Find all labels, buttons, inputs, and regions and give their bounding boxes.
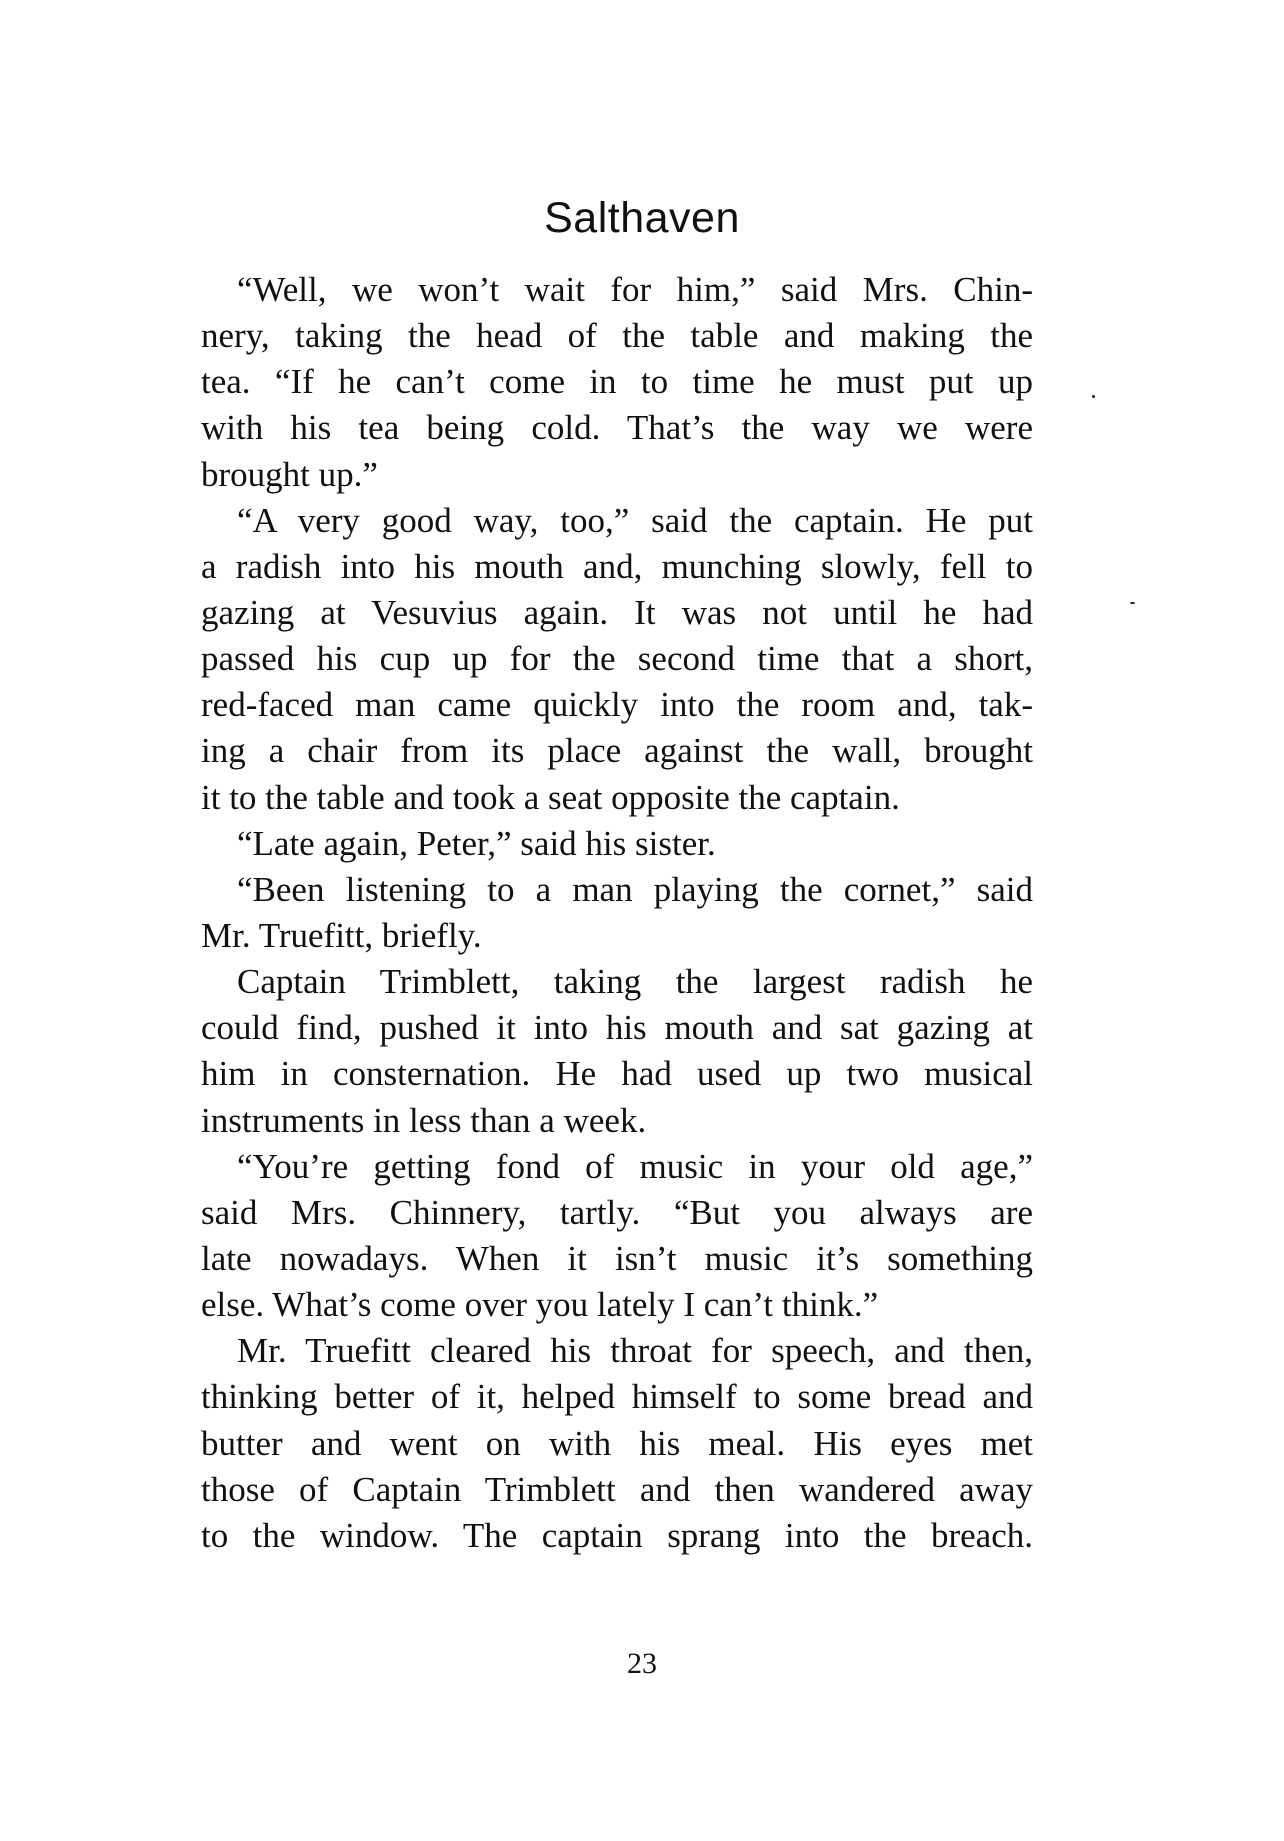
scan-speck (1130, 602, 1135, 604)
text-line: “A very good way, too,” said the captain. He put (237, 500, 1033, 540)
text-line: it to the table and took a seat opposite the captain. (201, 777, 900, 817)
scan-speck (1092, 395, 1095, 398)
text-line: “Late again, Peter,” said his sister. (237, 823, 716, 863)
text-line: butter and went on with his meal. His eyes met (201, 1423, 1033, 1463)
paragraph (201, 959, 1033, 1144)
text-line: thinking better of it, helped himself to some bread and (201, 1377, 1033, 1417)
text-line: nery, taking the head of the table and making the (201, 316, 1033, 356)
text-line: Captain Trimblett, taking the largest radish he (237, 962, 1033, 1002)
paragraph (201, 821, 1033, 867)
text-line: ing a chair from its place against the wall, brought (201, 731, 1033, 771)
text-line: could find, pushed it into his mouth and sat gazing at (201, 1008, 1033, 1048)
text-line: “Been listening to a man playing the cornet,” said (237, 869, 1033, 909)
text-line: instruments in less than a week. (201, 1100, 647, 1140)
text-line: said Mrs. Chinnery, tartly. “But you always are (201, 1192, 1033, 1232)
text-line: gazing at Vesuvius again. It was not until he had (201, 592, 1033, 632)
text-line: Mr. Truefitt, briefly. (201, 915, 482, 955)
text-line: else. What’s come over you lately I can’t think.” (201, 1285, 879, 1325)
paragraph (201, 1144, 1033, 1329)
paragraph (201, 1328, 1033, 1559)
page-number: 23 (627, 1647, 657, 1680)
text-line: red-faced man came quickly into the room and, tak- (201, 685, 1033, 725)
text-line: him in consternation. He had used up two musical (201, 1054, 1033, 1094)
text-line: passed his cup up for the second time that a short, (201, 639, 1033, 679)
text-line: with his tea being cold. That’s the way we were (201, 408, 1033, 448)
text-line: those of Captain Trimblett and then wandered away (201, 1469, 1033, 1509)
text-line: to the window. The captain sprang into the breach. (201, 1515, 1033, 1555)
text-line: a radish into his mouth and, munching slowly, fell to (201, 546, 1033, 586)
paragraph (201, 498, 1033, 821)
text-line: Mr. Truefitt cleared his throat for speech, and then, (237, 1331, 1033, 1371)
text-line: “You’re getting fond of music in your old age,” (237, 1146, 1033, 1186)
text-line: late nowadays. When it isn’t music it’s something (201, 1238, 1033, 1278)
running-title: Salthaven (544, 194, 740, 242)
text-line: brought up.” (201, 454, 378, 494)
text-line: “Well, we won’t wait for him,” said Mrs. Chin- (237, 270, 1033, 309)
paragraph (201, 867, 1033, 959)
paragraph (201, 267, 1033, 498)
text-line: tea. “If he can’t come in to time he must put up (201, 362, 1033, 402)
body-text (201, 267, 1033, 1559)
